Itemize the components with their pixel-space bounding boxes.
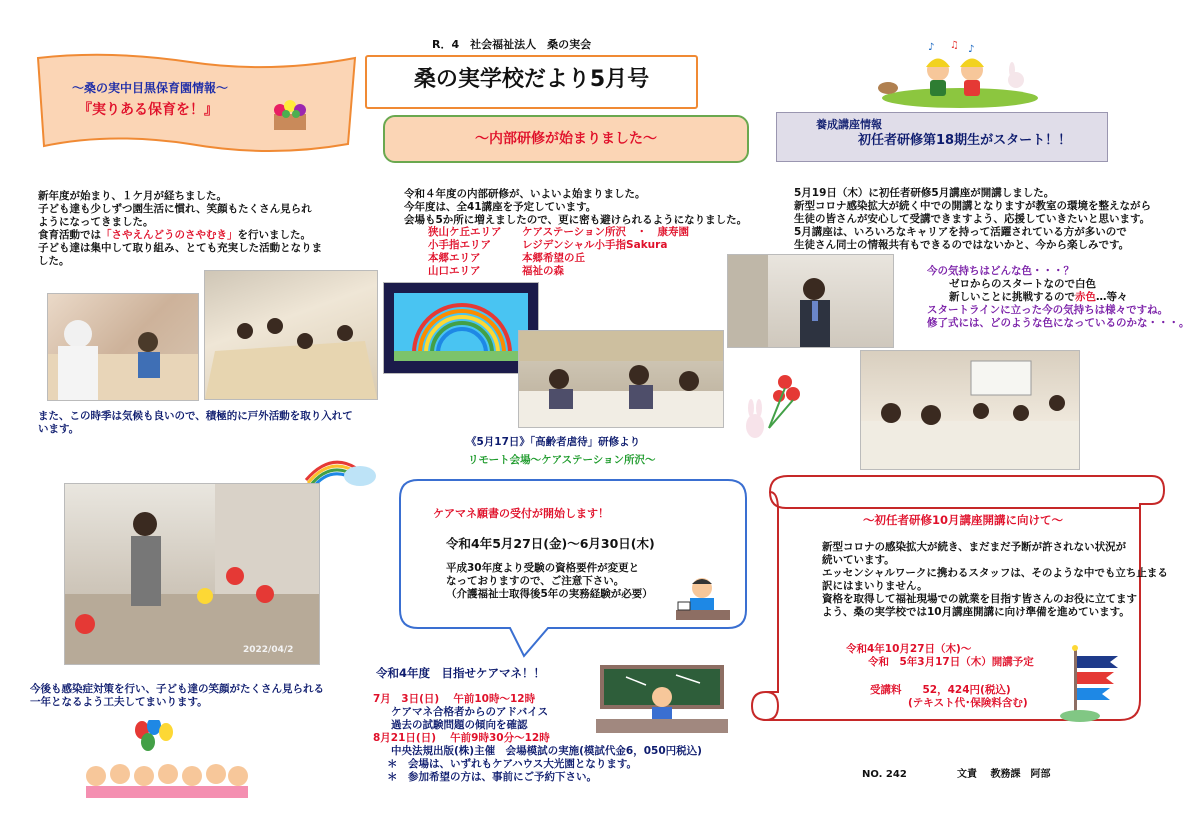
session-1-line: 過去の試験問題の傾向を確認 (391, 719, 528, 731)
exam-heading: ケアマネ願書の受付が開始します！ (433, 507, 609, 520)
venue-site: 福祉の森 (522, 265, 564, 277)
text-line: ゼロからのスタートなので白色 (949, 278, 1096, 290)
author-credit: 文責 教務課 阿部 (957, 769, 1051, 780)
goal-schedule (373, 693, 702, 784)
text-line: 新年度が始まり、１ケ月が経ちました。 (38, 190, 227, 202)
training-heading-box (383, 115, 749, 163)
october-start-date: 令和4年10月27日（木)～ (846, 643, 972, 655)
training-caption-2: リモート会場～ケアステーション所沢～ (468, 454, 656, 466)
text-line: 新型コロナ感染拡大が続く中での開講となりますが教室の環境を整えながら (794, 200, 1151, 212)
cooking-photo-2 (204, 270, 378, 400)
text-line: 修了式には、どのような色になっているのかな・・・。 (927, 317, 1190, 329)
text-line: 今年度は、全41講座を予定しています。 (404, 201, 597, 213)
text-line: また、この時季は気候も良いので、積極的に戸外活動を取り入れて (38, 410, 353, 422)
text-line: ようになってきました。 (38, 216, 154, 228)
flower-pot-illustration (268, 96, 312, 132)
page-title: 桑の実学校だより5月号 (413, 67, 650, 92)
training-caption-1 (466, 436, 640, 449)
text-line: （介護福祉士取得後5年の実務経験が必要） (446, 588, 653, 600)
text-line: 平成30年度より受験の資格要件が変更と (446, 562, 640, 574)
text-line: 続いています。 (822, 554, 895, 566)
studying-student-illustration (672, 572, 734, 622)
october-text (822, 541, 1168, 619)
text-line: よう、桑の実学校では10月講座開講に向け準備を進めています。 (822, 606, 1130, 618)
course-text (794, 187, 1151, 252)
text-line: 生徒さん同士の情報共有もできるのではないかと、今から楽しみです。 (794, 239, 1130, 251)
exam-notes (446, 562, 653, 601)
classroom-photo (860, 350, 1080, 470)
nursery-closing-text (30, 683, 324, 709)
text-span: 食育活動では (38, 229, 101, 241)
venue-area: 小手指エリア (428, 239, 491, 251)
text-line: 一年となるよう工夫してまいります。 (30, 696, 208, 708)
session-2-date: 8月21日(日) 午前9時30分～12時 (373, 732, 550, 744)
session-1-line: ケアマネ合格者からのアドバイス (391, 706, 549, 718)
venue-list (428, 226, 689, 278)
goal-note: ＊ 会場は、いずれもケアハウス大光園となります。 (387, 758, 638, 770)
october-fee (870, 684, 1028, 710)
october-dates (846, 643, 1034, 669)
training-heading: ～内部研修が始まりました～ (475, 131, 657, 147)
goal-note: ＊ 参加希望の方は、事前にご予約下さい。 (387, 771, 597, 783)
text-span: 新しいことに挑戦するので (949, 291, 1075, 303)
text-line: 子ども達は集中して取り組み、とても充実した活動となりま (38, 242, 323, 254)
svg-text:♪: ♪ (968, 44, 975, 55)
venue-area: 狭山ケ丘エリア (428, 226, 502, 238)
carnation-rabbit-illustration (735, 372, 805, 442)
cooking-photo-1 (47, 293, 199, 401)
venue-area: 山口エリア (428, 265, 481, 277)
text-span: …等々 (1096, 291, 1128, 303)
session-2-line: 中央法規出版(株)主催 会場模試の実施(模試代金6，050円税込) (391, 745, 702, 757)
issue-number: NO. 242 (862, 769, 907, 780)
svg-text:♫: ♫ (950, 40, 959, 51)
outdoor-walk-photo (64, 483, 320, 665)
running-kids-illustration (868, 40, 1038, 110)
text-line: 今後も感染症対策を行い、子ども達の笑顔がたくさん見られる (30, 683, 324, 695)
text-line: 訳にはまいりません。 (822, 580, 928, 592)
text-line: スタートラインに立った今の気持ちは様々ですね。 (927, 304, 1169, 316)
venue-site: ケアステーション所沢 ・ 康寿園 (522, 226, 689, 238)
koinobori-illustration (1060, 644, 1126, 722)
goal-heading: 令和4年度 目指せケアマネ！！ (376, 666, 545, 680)
svg-text:♪: ♪ (928, 42, 935, 53)
text-line: 5月講座は、いろいろなキャリアを持って活躍されている方が多いので (794, 226, 1127, 238)
activity-highlight: 「さやえんどうのさやむき」 (101, 229, 238, 241)
text-line: 会場も5か所に増えましたので、更に密も避けられるようになりました。 (404, 214, 748, 226)
october-heading: ～初任者研修10月講座開講に向けて～ (863, 513, 1064, 527)
text-span: を行いました。 (237, 229, 311, 241)
remote-monitor-photo (383, 282, 539, 374)
text-line: 令和４年度の内部研修が、いよいよ始まりました。 (404, 188, 646, 200)
course-label: 養成講座情報 (816, 118, 882, 131)
course-heading: 初任者研修第18期生がスタート！！ (858, 133, 1072, 148)
red-color-word: 赤色 (1075, 291, 1096, 303)
text-line: なっておりますので、ご注意下さい。 (446, 575, 625, 587)
issuer-line: R．4 社会福祉法人 桑の実会 (432, 38, 592, 51)
title-box (365, 55, 698, 109)
october-end-date: 令和 5年3月17日（木）開講予定 (868, 656, 1034, 668)
activity-line (38, 229, 322, 242)
photo-date-stamp: 2022/04/2 (243, 645, 294, 655)
text-line: 新型コロナの感染拡大が続き、まだまだ予断が許されない状況が (822, 541, 1127, 553)
nursery-intro (38, 190, 322, 268)
venue-site: 本郷希望の丘 (522, 252, 585, 264)
text-line: 5月19日（木）に初任者研修5月講座が開講しました。 (794, 187, 1055, 199)
training-text (404, 188, 747, 227)
session-1-date: 7月 3日(日) 午前10時～12時 (373, 693, 536, 705)
speaker-photo (727, 254, 894, 348)
venue-site: レジデンシャル小手指Sakura (522, 239, 668, 251)
text-line: 生徒の皆さんが安心して受講できますよう、応援していきたいと思います。 (794, 213, 1151, 225)
nursery-slogan: 『実りある保育を！』 (78, 102, 218, 118)
exam-period: 令和4年5月27日(金)～6月30日(木) (446, 536, 655, 551)
venue-area: 本郷エリア (428, 252, 481, 264)
fee-note: (テキスト代･保険料含む) (908, 697, 1028, 709)
balloon-kids-illustration (82, 720, 252, 800)
fee-amount: 受講料 52，424円(税込) (870, 684, 1011, 696)
feeling-text (927, 265, 1190, 330)
nursery-outdoor-text (38, 410, 353, 436)
text-line: 今の気持ちはどんな色・・・？ (927, 265, 1074, 277)
caption-text: 《5月17日》「高齢者虐待」研修より (466, 436, 641, 448)
text-line: 子ども達も少しずつ園生活に慣れ、笑顔もたくさん見られ (38, 203, 312, 215)
text-line: した。 (38, 255, 70, 267)
nursery-heading: ～桑の実中目黒保育園情報～ (72, 81, 229, 95)
text-line: います。 (38, 423, 80, 435)
text-line: 資格を取得して福祉現場での就業を目指す皆さんのお役に立てます (822, 593, 1137, 605)
text-line: エッセンシャルワークに携わるスタッフは、そのような中でも立ち止まる (822, 567, 1168, 579)
training-room-photo (518, 330, 724, 428)
